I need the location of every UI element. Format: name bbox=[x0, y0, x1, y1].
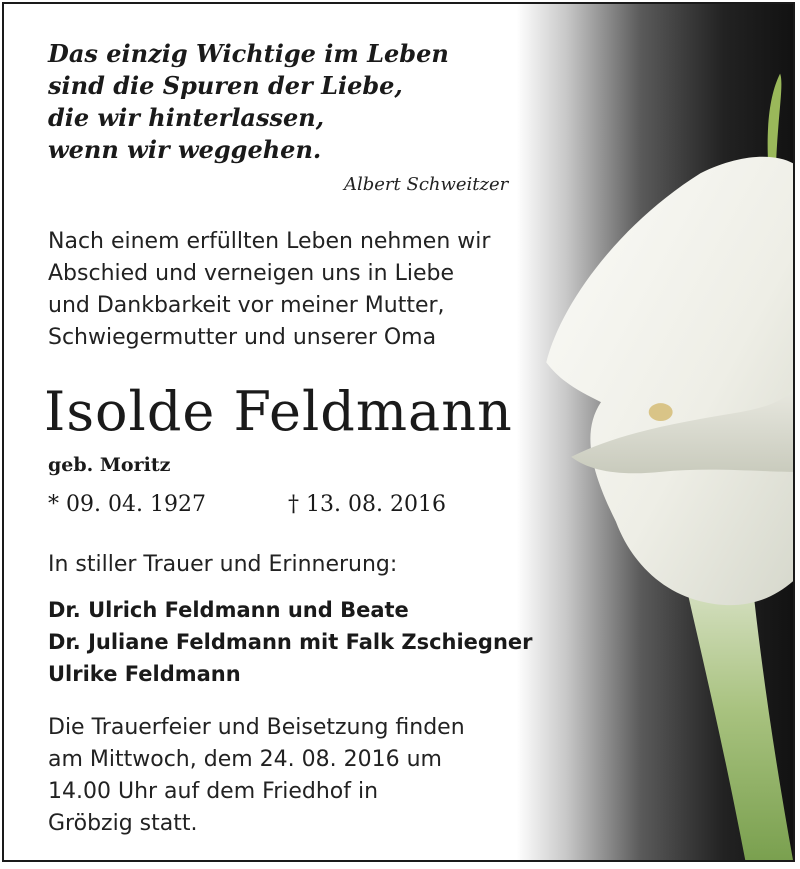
service-line: Die Trauerfeier und Beisetzung finden bbox=[48, 715, 465, 740]
obituary-notice bbox=[2, 2, 795, 862]
birth-date: * 09. 04. 1927 bbox=[48, 492, 206, 517]
mourners-list bbox=[48, 594, 533, 690]
quote-author: Albert Schweitzer bbox=[344, 174, 509, 195]
notice-text bbox=[4, 4, 793, 860]
mourner: Dr. Ulrich Feldmann und Beate bbox=[48, 598, 409, 622]
mourner: Dr. Juliane Feldmann mit Falk Zschiegner bbox=[48, 630, 533, 654]
intro-line: Abschied und verneigen uns in Liebe bbox=[48, 261, 455, 286]
life-dates bbox=[48, 492, 446, 517]
death-date: † 13. 08. 2016 bbox=[288, 492, 446, 517]
birth-name: geb. Moritz bbox=[48, 454, 171, 476]
quote-line: wenn wir weggehen. bbox=[48, 135, 322, 164]
service-line: Gröbzig statt. bbox=[48, 811, 198, 836]
intro-line: Nach einem erfüllten Leben nehmen wir bbox=[48, 229, 491, 254]
quote-line: die wir hinterlassen, bbox=[48, 103, 325, 132]
intro-line: Schwiegermutter und unserer Oma bbox=[48, 325, 437, 350]
intro-line: und Dankbarkeit vor meiner Mutter, bbox=[48, 293, 445, 318]
service-info bbox=[48, 712, 465, 840]
quote-line: sind die Spuren der Liebe, bbox=[48, 71, 403, 100]
quote-line: Das einzig Wichtige im Leben bbox=[48, 39, 449, 68]
service-line: am Mittwoch, dem 24. 08. 2016 um bbox=[48, 747, 442, 772]
mourning-label: In stiller Trauer und Erinnerung: bbox=[48, 552, 398, 577]
intro-text bbox=[48, 226, 490, 354]
quote bbox=[48, 38, 449, 166]
mourner: Ulrike Feldmann bbox=[48, 662, 241, 686]
service-line: 14.00 Uhr auf dem Friedhof in bbox=[48, 779, 379, 804]
deceased-name: Isolde Feldmann bbox=[44, 380, 513, 443]
